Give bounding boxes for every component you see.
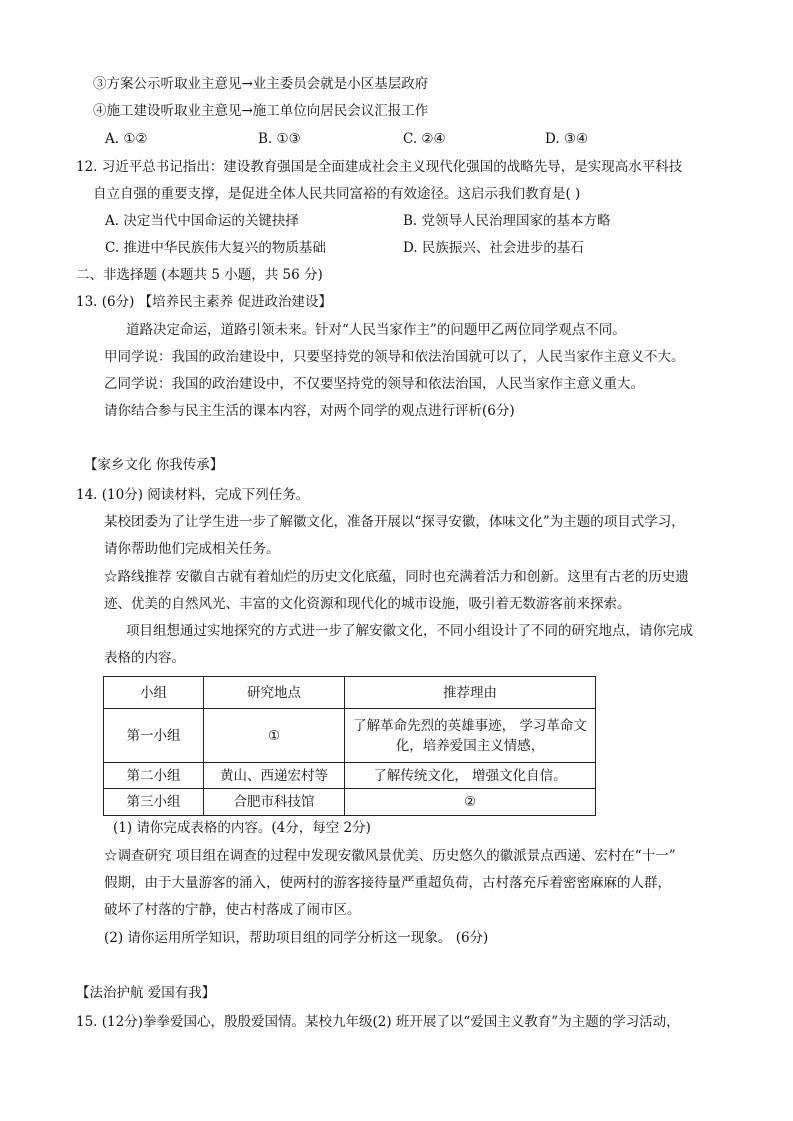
theme-heading-2: 【法治护航 爱国有我】 <box>76 985 216 1001</box>
q13-paragraph-2: 甲同学说：我国的政治建设中，只要坚持党的领导和依法治国就可以了，人民当家作主意义不大。 <box>104 349 685 365</box>
q12-options-row1 <box>0 211 793 231</box>
table-row <box>104 763 596 789</box>
q11-options <box>0 129 793 149</box>
table-header-row <box>104 677 596 709</box>
q12-stem-line2: 自立自强的重要支撑，是促进全体人民共同富裕的有效途径。这启示我们教育是( ) <box>93 186 581 202</box>
q12-stem-line1: 12. 习近平总书记指出：建设教育强国是全面建成社会主义现代化强国的战略先导，是实现高水平科技 <box>76 159 683 175</box>
q11-option-a: A. ①② <box>105 131 148 147</box>
research-table <box>103 676 596 816</box>
table-cell-line: 化，培养爱国主义情感， <box>395 737 545 754</box>
q14-p3-line1: 项目组想通过实地探究的方式进一步了解安徽文化，不同小组设计了不同的研究地点，请你完成 <box>126 623 693 639</box>
table-cell: ② <box>345 789 596 816</box>
table-cell: 第一小组 <box>104 709 204 763</box>
q11-option-d: D. ③④ <box>545 131 589 147</box>
q14-p3-line2: 表格的内容。 <box>104 650 185 666</box>
q14-p4-line2: 假期，由于大量游客的涌入，使两村的游客接待量严重超负荷，古村落充斥着密密麻麻的人群， <box>104 875 671 891</box>
q12-option-a: A. 决定当代中国命运的关键抉择 <box>105 213 299 229</box>
q15-header: 15. (12分)拳拳爱国心，殷殷爱国情。某校九年级(2) 班开展了以“爱国主义教育”为主题的学习活动， <box>76 1014 680 1030</box>
q14-p2-line1: ☆路线推荐 安徽自古就有着灿烂的历史文化底蕴，同时也充满着活力和创新。这里有古老的历史遗 <box>104 569 689 585</box>
q14-sub-question-2: (2) 请你运用所学知识，帮助项目组的同学分析这一现象。 (6分) <box>104 930 489 946</box>
q12-option-c: C. 推进中华民族伟大复兴的物质基础 <box>105 240 326 256</box>
q14-p2-line2: 迹、优美的自然风光、丰富的文化资源和现代化的城市设施，吸引着无数游客前来探索。 <box>104 596 631 612</box>
table-row <box>104 789 596 816</box>
table-cell-line: 了解革命先烈的英雄事迹， 学习革命文 <box>353 717 587 734</box>
q14-sub-question-1: (1) 请你完成表格的内容。(4分，每空 2分) <box>113 820 371 836</box>
q13-header: 13. (6分) 【培养民主素养 促进政治建设】 <box>76 294 332 310</box>
section2-title: 二、非选择题 (本题共 5 小题，共 56 分) <box>76 267 323 283</box>
q14-p4-line3: 破坏了村落的宁静，使古村落成了闹市区。 <box>104 902 361 918</box>
q13-paragraph-4: 请你结合参与民主生活的课本内容，对两个同学的观点进行评析(6分) <box>104 403 515 419</box>
table-header-cell: 研究地点 <box>204 677 345 709</box>
theme-heading-1: 【家乡文化 你我传承】 <box>84 457 224 473</box>
table-cell: 第二小组 <box>104 763 204 789</box>
q12-option-d: D. 民族振兴、社会进步的基石 <box>403 240 584 256</box>
table-cell: ① <box>204 709 345 763</box>
table-cell: 第三小组 <box>104 789 204 816</box>
q11-option-b: B. ①③ <box>258 131 301 147</box>
table-cell: 黄山、西递宏村等 <box>204 763 345 789</box>
q11-item-3: ③方案公示听取业主意见→业主委员会就是小区基层政府 <box>93 76 429 92</box>
q14-header: 14. (10分) 阅读材料，完成下列任务。 <box>76 487 310 503</box>
q12-options-row2 <box>0 238 793 258</box>
table-header-cell: 小组 <box>104 677 204 709</box>
table-header-cell: 推荐理由 <box>345 677 596 709</box>
q14-p4-line1: ☆调查研究 项目组在调查的过程中发现安徽风景优美、历史悠久的徽派景点西递、宏村在“十一” <box>104 848 676 864</box>
q13-paragraph-3: 乙同学说：我国的政治建设中，不仅要坚持党的领导和依法治国，人民当家作主意义重大。 <box>104 376 644 392</box>
q12-option-b: B. 党领导人民治理国家的基本方略 <box>403 213 611 229</box>
q14-p1-line2: 请你帮助他们完成相关任务。 <box>104 541 280 557</box>
q11-item-4: ④施工建设听取业主意见→施工单位向居民会议汇报工作 <box>93 103 429 119</box>
q13-paragraph-1: 道路决定命运，道路引领未来。针对“人民当家作主”的问题甲乙两位同学观点不同。 <box>126 322 626 338</box>
table-cell: 合肥市科技馆 <box>204 789 345 816</box>
table-cell <box>345 709 596 763</box>
table-row <box>104 709 596 763</box>
q11-option-c: C. ②④ <box>403 131 446 147</box>
table-cell: 了解传统文化， 增强文化自信。 <box>345 763 596 789</box>
q14-p1-line1: 某校团委为了让学生进一步了解徽文化，准备开展以“探寻安徽，体味文化”为主题的项目式学习， <box>104 514 685 530</box>
